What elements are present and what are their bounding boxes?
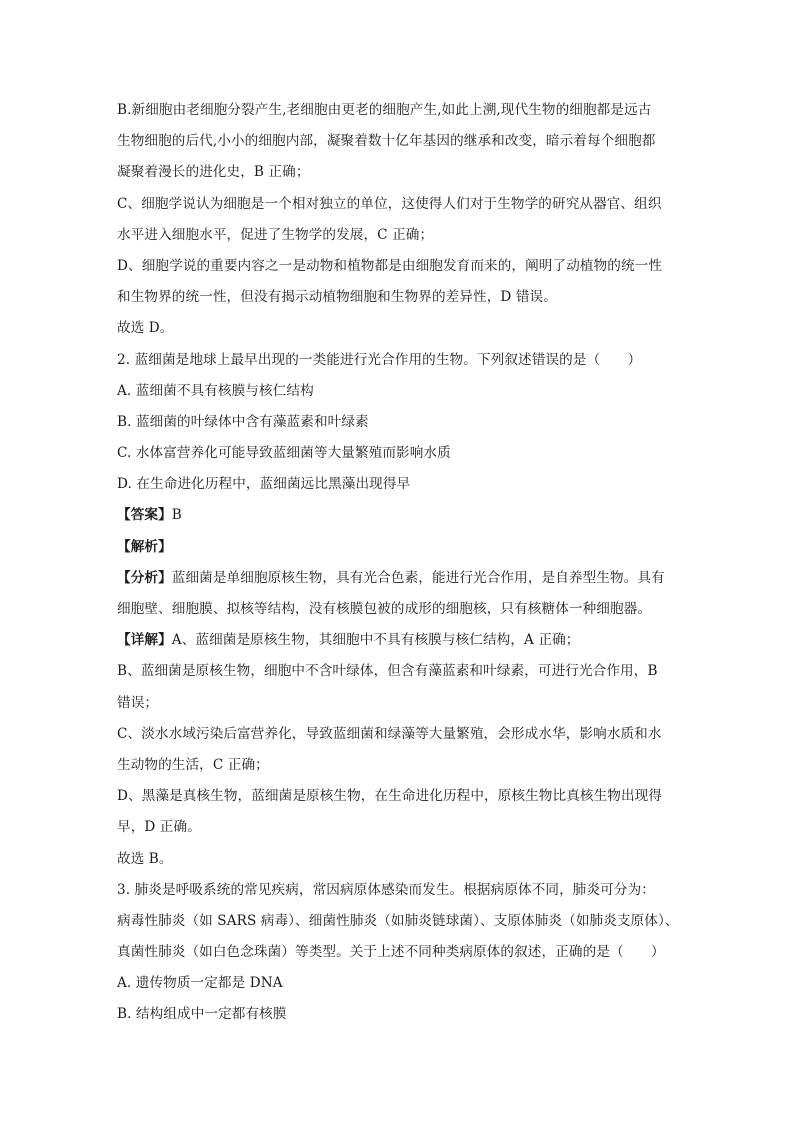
- question-3-stem: 真菌性肺炎（如白色念珠菌）等类型。关于上述不同种类病原体的叙述，正确的是（ ）: [117, 944, 665, 961]
- question-2-option-c: C. 水体富营养化可能导致蓝细菌等大量繁殖而影响水质: [117, 445, 451, 462]
- summary-text: 蓝细菌是单细胞原核生物，具有光合色素，能进行光合作用，是自养型生物。具有: [171, 569, 665, 586]
- summary-tag: 【分析】: [117, 569, 172, 586]
- answer-tag: 【答案】: [117, 507, 172, 524]
- question-3-stem: 病毒性肺炎（如 SARS 病毒）、细菌性肺炎（如肺炎链球菌）、支原体肺炎（如肺炎支原体）、: [117, 912, 679, 929]
- answer-line: [117, 500, 683, 531]
- answer-text: B: [171, 507, 182, 524]
- analysis-tag: 【解析】: [117, 538, 172, 555]
- text-line: 早，D 正确。: [117, 819, 201, 836]
- text-line: 故选 D。: [117, 320, 174, 337]
- detail-tag: 【详解】: [117, 632, 172, 649]
- text-line: D、黑藻是真核生物，蓝细菌是原核生物，在生命进化历程中，原核生物比真核生物出现得: [117, 788, 663, 805]
- text-line: 错误；: [117, 694, 159, 711]
- text-line: 水平进入细胞水平，促进了生物学的发展，C 正确；: [117, 226, 434, 243]
- text-line: 故选 B。: [117, 850, 173, 867]
- text-line: D、细胞学说的重要内容之一是动物和植物都是由细胞发育而来的，阐明了动植物的统一性: [117, 257, 663, 274]
- question-2-option-a: A. 蓝细菌不具有核膜与核仁结构: [117, 382, 314, 399]
- question-2-option-b: B. 蓝细菌的叶绿体中含有藻蓝素和叶绿素: [117, 413, 369, 430]
- question-3-stem: 3. 肺炎是呼吸系统的常见疾病，常因病原体感染而发生。根据病原体不同，肺炎可分为：: [117, 881, 655, 898]
- text-line: B、蓝细菌是原核生物，细胞中不含叶绿体，但含有藻蓝素和叶绿素，可进行光合作用，B: [117, 663, 658, 680]
- text-line: 和生物界的统一性，但没有揭示动植物细胞和生物界的差异性，D 错误。: [117, 289, 557, 306]
- detail-text: A、蓝细菌是原核生物，其细胞中不具有核膜与核仁结构，A 正确；: [171, 632, 580, 649]
- question-2-stem: 2. 蓝细菌是地球上最早出现的一类能进行光合作用的生物。下列叙述错误的是（ ）: [117, 351, 642, 368]
- question-3-option-b: B. 结构组成中一定都有核膜: [117, 1006, 287, 1023]
- text-line: C、细胞学说认为细胞是一个相对独立的单位，这使得人们对于生物学的研究从器官、组织: [117, 195, 662, 212]
- text-line: B.新细胞由老细胞分裂产生,老细胞由更老的细胞产生,如此上溯,现代生物的细胞都是远古: [117, 102, 652, 118]
- text-line: C、淡水水域污染后富营养化，导致蓝细菌和绿藻等大量繁殖，会形成水华，影响水质和水: [117, 725, 662, 742]
- question-2-option-d: D. 在生命进化历程中，蓝细菌远比黑藻出现得早: [117, 476, 411, 493]
- analysis-line: [117, 532, 683, 563]
- text-line: 凝聚着漫长的进化史，B 正确；: [117, 164, 310, 181]
- question-3-option-a: A. 遗传物质一定都是 DNA: [117, 975, 283, 992]
- document-page: [117, 95, 683, 1031]
- text-line: 生动物的生活，C 正确；: [117, 756, 269, 773]
- text-line: 生物细胞的后代,小小的细胞内部，凝聚着数十亿年基因的继承和改变，暗示着每个细胞都: [117, 133, 656, 150]
- detail-line: [117, 625, 683, 656]
- analysis-summary-line: [117, 563, 683, 594]
- text-line: 细胞壁、细胞膜、拟核等结构，没有核膜包被的成形的细胞核，只有核糖体一种细胞器。: [117, 601, 652, 617]
